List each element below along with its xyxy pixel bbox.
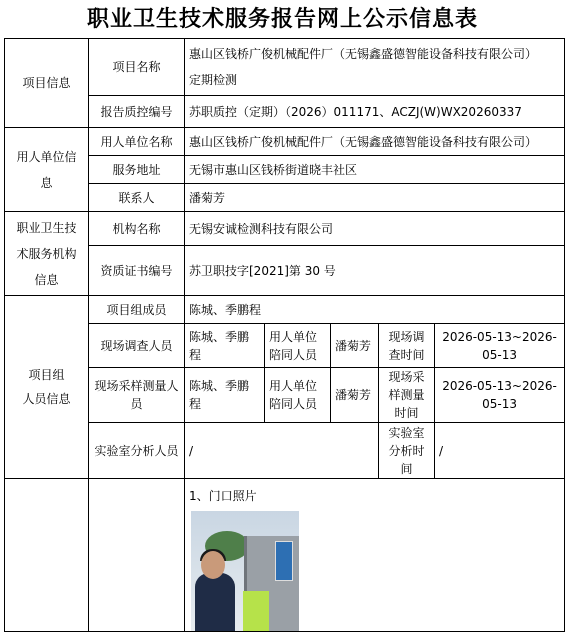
survey-escort-label: 用人单位陪同人员	[265, 324, 331, 368]
photo-caption: 1、门口照片	[189, 489, 257, 503]
agency-name-label: 机构名称	[89, 212, 185, 246]
photo-cell	[185, 479, 565, 632]
survey-escort-value: 潘菊芳	[331, 324, 379, 368]
address-label: 服务地址	[89, 156, 185, 184]
agency-name-value: 无锡安诚检测科技有限公司	[185, 212, 565, 246]
survey-staff-value: 陈城、季鹏程	[185, 324, 265, 368]
sampling-escort-label: 用人单位陪同人员	[265, 368, 331, 423]
contact-label: 联系人	[89, 184, 185, 212]
address-value: 无锡市惠山区钱桥街道晓丰社区	[185, 156, 565, 184]
section-project-info: 项目信息	[5, 39, 89, 128]
photo-section-middle	[89, 479, 185, 632]
sampling-time-value: 2026-05-13~2026-05-13	[435, 368, 565, 423]
employer-name-value: 惠山区钱桥广俊机械配件厂（无锡鑫盛德智能设备科技有限公司）	[185, 128, 565, 156]
section-employer-info: 用人单位信 息	[5, 128, 89, 212]
page-title: 职业卫生技术服务报告网上公示信息表	[86, 6, 478, 32]
cert-no-label: 资质证书编号	[89, 246, 185, 296]
lab-time-label: 实验室分析时间	[379, 423, 435, 479]
photo-person-head	[201, 551, 225, 579]
report-no-label: 报告质控编号	[89, 96, 185, 128]
sampling-time-label: 现场采样测量时间	[379, 368, 435, 423]
lab-staff-value: /	[185, 423, 379, 479]
survey-time-value: 2026-05-13~2026-05-13	[435, 324, 565, 368]
report-no-value: 苏职质控（定期）（2026）011171、ACZJ(W)WX20260337	[185, 96, 565, 128]
team-members-label: 项目组成员	[89, 296, 185, 324]
sampling-escort-value: 潘菊芳	[331, 368, 379, 423]
lab-time-value: /	[435, 423, 565, 479]
lab-staff-label: 实验室分析人员	[89, 423, 185, 479]
section-agency-info: 职业卫生技 术服务机构 信息	[5, 212, 89, 296]
project-name-value: 惠山区钱桥广俊机械配件厂（无锡鑫盛德智能设备科技有限公司） 定期检测	[185, 39, 565, 96]
survey-time-label: 现场调查时间	[379, 324, 435, 368]
photo-safety-vest	[243, 591, 269, 631]
project-name-label: 项目名称	[89, 39, 185, 96]
section-team-info: 项目组 人员信息	[5, 296, 89, 479]
contact-value: 潘菊芳	[185, 184, 565, 212]
team-members-value: 陈城、季鹏程	[185, 296, 565, 324]
cert-no-value: 苏卫职技字[2021]第 30 号	[185, 246, 565, 296]
disclosure-table	[4, 38, 565, 632]
sampling-staff-value: 陈城、季鹏程	[185, 368, 265, 423]
entrance-photo	[191, 511, 299, 631]
sampling-staff-label: 现场采样测量人员	[89, 368, 185, 423]
photo-person	[195, 573, 235, 631]
survey-staff-label: 现场调查人员	[89, 324, 185, 368]
photo-sign	[275, 541, 293, 581]
employer-name-label: 用人单位名称	[89, 128, 185, 156]
photo-section-left	[5, 479, 89, 632]
